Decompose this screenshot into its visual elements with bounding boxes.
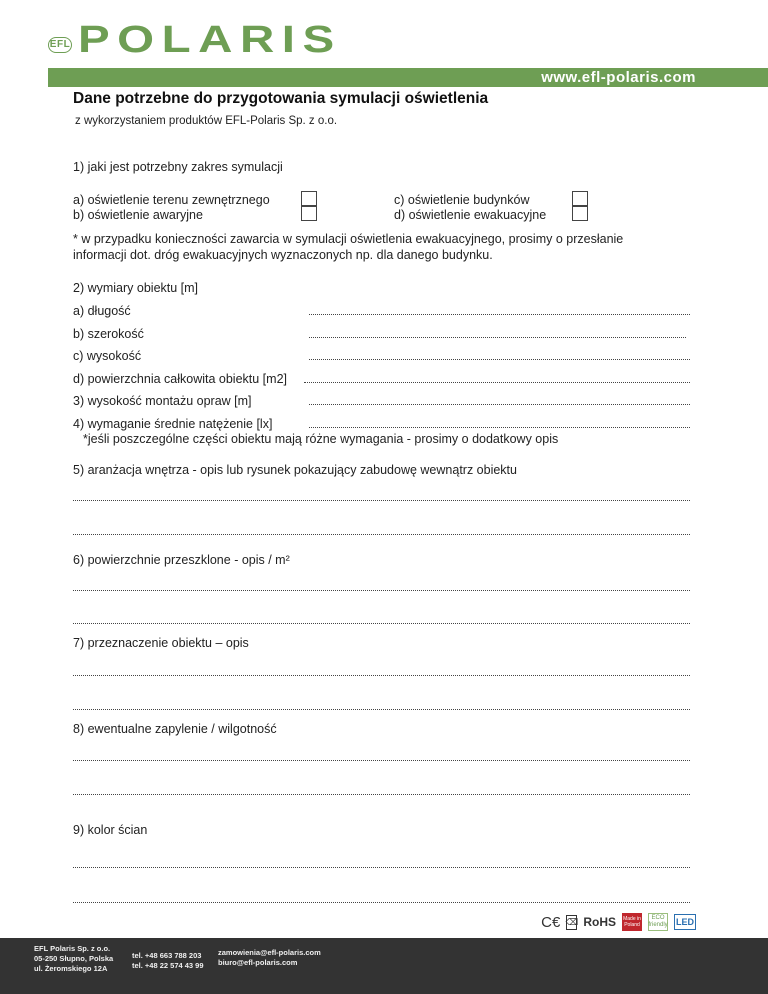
- footer-address-line2: ul. Żeromskiego 12A: [34, 964, 108, 973]
- page-title: Dane potrzebne do przygotowania symulacji oświetlenia: [73, 90, 489, 107]
- section8-heading: 8) ewentualne zapylenie / wilgotność: [73, 722, 277, 736]
- page-subtitle: z wykorzystaniem produktów EFL-Polaris Sp. z o.o.: [75, 115, 338, 127]
- certification-badges: [541, 911, 696, 933]
- footer-address: [34, 944, 113, 974]
- glazing-input-line-1[interactable]: [73, 580, 690, 591]
- option-c-label: c) oświetlenie budynków: [394, 193, 530, 207]
- footer-phone-1[interactable]: tel. +48 663 788 203: [132, 951, 202, 960]
- illuminance-input-line[interactable]: [309, 417, 690, 428]
- section3-heading: 3) wysokość montażu opraw [m]: [73, 394, 252, 408]
- footer-email-orders[interactable]: zamowienia@efl-polaris.com: [218, 948, 321, 957]
- made-in-label: Made in: [623, 916, 641, 922]
- wall-color-input-line-1[interactable]: [73, 857, 690, 868]
- height-label: c) wysokość: [73, 349, 142, 363]
- friendly-label: friendly: [648, 922, 668, 928]
- length-label: a) długość: [73, 304, 131, 318]
- section7-heading: 7) przeznaczenie obiektu – opis: [73, 636, 249, 650]
- checkbox-option-c[interactable]: [572, 191, 588, 206]
- eco-label: ECO: [651, 915, 665, 921]
- width-input-line[interactable]: [309, 327, 686, 338]
- option-a-label: a) oświetlenie terenu zewnętrznego: [73, 193, 270, 207]
- illuminance-note: *jeśli poszczególne części obiektu mają różne wymagania - prosimy o dodatkowy opis: [83, 432, 559, 446]
- footer-phones: [132, 951, 204, 971]
- footer-company: EFL Polaris Sp. z o.o.: [34, 944, 111, 953]
- glazing-input-line-2[interactable]: [73, 613, 690, 624]
- weee-bin-icon: ⌫: [566, 915, 577, 930]
- total-area-input-line[interactable]: [304, 372, 690, 383]
- evacuation-note-line1: * w przypadku konieczności zawarcia w symulacji oświetlenia ewakuacyjnego, prosimy o przesłanie: [73, 232, 624, 246]
- interior-input-line-1[interactable]: [73, 490, 690, 501]
- width-label: b) szerokość: [73, 327, 144, 341]
- purpose-input-line-2[interactable]: [73, 699, 690, 710]
- section2-heading: 2) wymiary obiektu [m]: [73, 281, 199, 295]
- poland-label: Poland: [624, 922, 640, 928]
- option-b-label: b) oświetlenie awaryjne: [73, 208, 203, 222]
- interior-input-line-2[interactable]: [73, 524, 690, 535]
- mounting-height-input-line[interactable]: [309, 394, 690, 405]
- eco-friendly-badge: [648, 913, 668, 931]
- ce-mark-icon: C€: [541, 913, 561, 931]
- option-d-label: d) oświetlenie ewakuacyjne: [394, 208, 547, 222]
- section4-heading: 4) wymaganie średnie natężenie [lx]: [73, 417, 273, 431]
- checkbox-option-b[interactable]: [301, 206, 317, 221]
- footer-emails: [218, 948, 321, 968]
- logo-efl-mark: EFL: [48, 37, 72, 53]
- wall-color-input-line-2[interactable]: [73, 892, 690, 903]
- total-area-label: d) powierzchnia całkowita obiektu [m2]: [73, 372, 287, 386]
- logo-polaris: POLARIS: [78, 19, 342, 61]
- section5-heading: 5) aranżacja wnętrza - opis lub rysunek pokazujący zabudowę wewnątrz obiektu: [73, 463, 517, 477]
- purpose-input-line-1[interactable]: [73, 665, 690, 676]
- footer-phone-2[interactable]: tel. +48 22 574 43 99: [132, 961, 204, 970]
- section9-heading: 9) kolor ścian: [73, 823, 148, 837]
- dust-humidity-input-line-2[interactable]: [73, 784, 690, 795]
- checkbox-option-d[interactable]: [572, 206, 588, 221]
- footer: [0, 938, 768, 994]
- website-url[interactable]: www.efl-polaris.com: [541, 69, 696, 86]
- made-in-poland-badge: [622, 913, 642, 931]
- evacuation-note-line2: informacji dot. dróg ewakuacyjnych wyznaczonych np. dla danego budynku.: [73, 248, 493, 262]
- footer-address-line1: 05-250 Słupno, Polska: [34, 954, 114, 963]
- rohs-badge: RoHS: [583, 915, 616, 929]
- checkbox-option-a[interactable]: [301, 191, 317, 206]
- led-badge: LED: [674, 914, 696, 930]
- length-input-line[interactable]: [309, 304, 690, 315]
- dust-humidity-input-line-1[interactable]: [73, 750, 690, 761]
- footer-email-office[interactable]: biuro@efl-polaris.com: [218, 958, 298, 967]
- section1-heading: 1) jaki jest potrzebny zakres symulacji: [73, 160, 283, 174]
- section6-heading: 6) powierzchnie przeszklone - opis / m²: [73, 553, 290, 567]
- height-input-line[interactable]: [309, 349, 690, 360]
